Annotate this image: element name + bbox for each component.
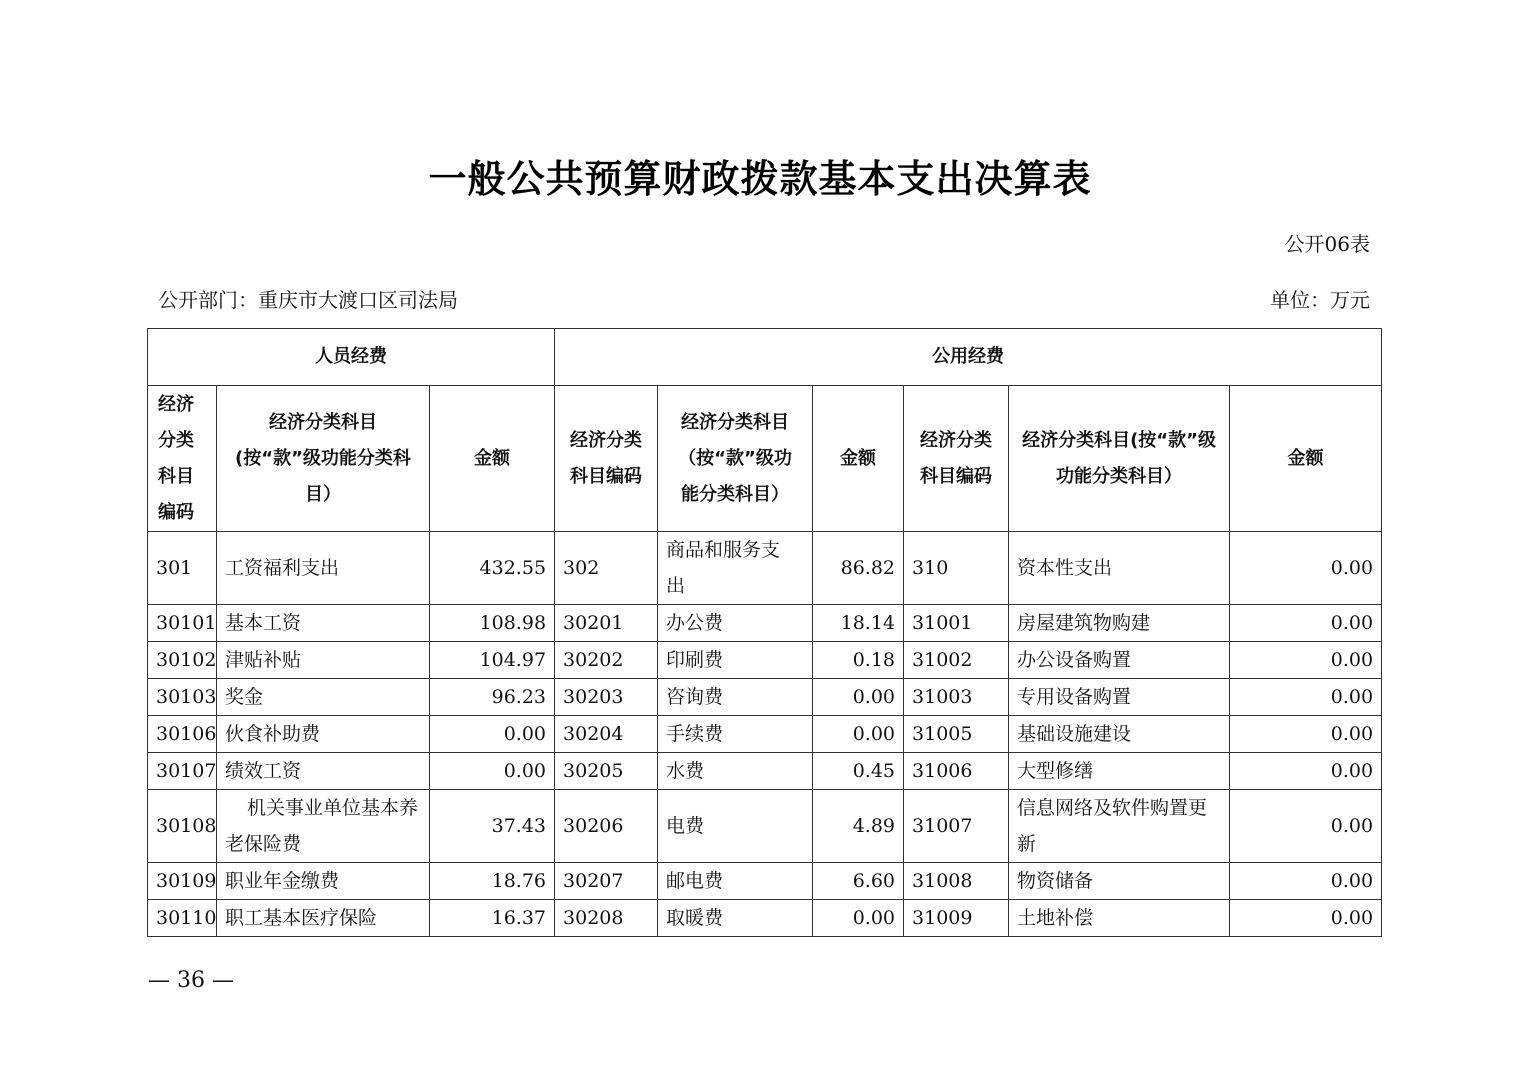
cell-code: 30202 [555, 642, 658, 679]
cell-name: 商品和服务支出 [658, 532, 813, 605]
cell-amount: 0.45 [813, 753, 904, 790]
cell-amount: 0.00 [813, 716, 904, 753]
cell-code: 30103 [148, 679, 217, 716]
cell-name: 基础设施建设 [1009, 716, 1230, 753]
cell-name: 资本性支出 [1009, 532, 1230, 605]
table-row [148, 863, 1382, 900]
cell-name: 信息网络及软件购置更新 [1009, 790, 1230, 863]
col-code-1: 经济分类科目编码 [148, 386, 217, 532]
cell-amount: 0.00 [430, 753, 555, 790]
col-amount-2: 金额 [813, 386, 904, 532]
cell-code: 30207 [555, 863, 658, 900]
cell-code: 31009 [904, 900, 1009, 937]
cell-name: 咨询费 [658, 679, 813, 716]
cell-amount: 0.00 [813, 900, 904, 937]
department-label: 公开部门：重庆市大渡口区司法局 [158, 288, 458, 312]
table-row [148, 532, 1382, 605]
cell-name: 专用设备购置 [1009, 679, 1230, 716]
cell-name: 房屋建筑物购建 [1009, 605, 1230, 642]
cell-amount: 0.00 [1230, 790, 1382, 863]
cell-code: 30101 [148, 605, 217, 642]
cell-name [217, 790, 430, 863]
col-name-3: 经济分类科目(按“款”级功能分类科目） [1009, 386, 1230, 532]
cell-code: 30203 [555, 679, 658, 716]
cell-name: 物资储备 [1009, 863, 1230, 900]
cell-code: 31001 [904, 605, 1009, 642]
cell-amount: 108.98 [430, 605, 555, 642]
cell-name: 取暖费 [658, 900, 813, 937]
cell-code: 30108 [148, 790, 217, 863]
cell-amount: 0.00 [1230, 753, 1382, 790]
cell-name: 绩效工资 [217, 753, 430, 790]
cell-amount: 0.00 [1230, 532, 1382, 605]
table-number: 公开06表 [1284, 232, 1370, 256]
cell-code: 30107 [148, 753, 217, 790]
cell-code: 31008 [904, 863, 1009, 900]
cell-name: 工资福利支出 [217, 532, 430, 605]
cell-name: 津贴补贴 [217, 642, 430, 679]
table-row [148, 790, 1382, 863]
public-group-header: 公用经费 [555, 329, 1382, 386]
cell-code: 31007 [904, 790, 1009, 863]
cell-amount: 6.60 [813, 863, 904, 900]
cell-code: 30110 [148, 900, 217, 937]
cell-name-text: 机关事业单位基本养老保险费 [225, 797, 419, 855]
cell-amount: 0.00 [430, 716, 555, 753]
cell-name: 邮电费 [658, 863, 813, 900]
cell-amount: 0.00 [1230, 716, 1382, 753]
cell-amount: 0.00 [1230, 863, 1382, 900]
page-number: — 36 — [148, 968, 234, 993]
cell-name: 基本工资 [217, 605, 430, 642]
cell-code: 30102 [148, 642, 217, 679]
cell-amount: 0.00 [1230, 642, 1382, 679]
cell-name: 手续费 [658, 716, 813, 753]
table-row [148, 753, 1382, 790]
cell-name: 伙食补助费 [217, 716, 430, 753]
col-code-2: 经济分类科目编码 [555, 386, 658, 532]
cell-code: 302 [555, 532, 658, 605]
document-title: 一般公共预算财政拨款基本支出决算表 [428, 157, 1092, 201]
cell-name: 电费 [658, 790, 813, 863]
cell-amount: 0.00 [1230, 605, 1382, 642]
cell-code: 30204 [555, 716, 658, 753]
cell-code: 30205 [555, 753, 658, 790]
cell-code: 30201 [555, 605, 658, 642]
col-amount-1: 金额 [430, 386, 555, 532]
cell-code: 31002 [904, 642, 1009, 679]
cell-name: 办公费 [658, 605, 813, 642]
cell-amount: 0.00 [1230, 900, 1382, 937]
cell-amount: 4.89 [813, 790, 904, 863]
cell-code: 310 [904, 532, 1009, 605]
cell-amount: 18.14 [813, 605, 904, 642]
cell-name: 土地补偿 [1009, 900, 1230, 937]
cell-code: 30206 [555, 790, 658, 863]
cell-amount: 96.23 [430, 679, 555, 716]
table-row [148, 679, 1382, 716]
cell-amount: 0.18 [813, 642, 904, 679]
cell-name: 水费 [658, 753, 813, 790]
cell-name: 大型修缮 [1009, 753, 1230, 790]
cell-code: 30109 [148, 863, 217, 900]
cell-amount: 104.97 [430, 642, 555, 679]
cell-amount: 86.82 [813, 532, 904, 605]
cell-amount: 0.00 [813, 679, 904, 716]
cell-name: 职业年金缴费 [217, 863, 430, 900]
cell-code: 31006 [904, 753, 1009, 790]
col-name-1: 经济分类科目(按“款”级功能分类科目） [217, 386, 430, 532]
table-row [148, 900, 1382, 937]
cell-code: 31005 [904, 716, 1009, 753]
unit-label: 单位：万元 [1270, 288, 1370, 312]
personnel-group-header: 人员经费 [148, 329, 555, 386]
cell-code: 30106 [148, 716, 217, 753]
cell-amount: 0.00 [1230, 679, 1382, 716]
col-name-2: 经济分类科目（按“款”级功能分类科目） [658, 386, 813, 532]
cell-amount: 37.43 [430, 790, 555, 863]
cell-name: 奖金 [217, 679, 430, 716]
cell-code: 301 [148, 532, 217, 605]
table-row [148, 716, 1382, 753]
col-amount-3: 金额 [1230, 386, 1382, 532]
col-code-3: 经济分类科目编码 [904, 386, 1009, 532]
cell-amount: 16.37 [430, 900, 555, 937]
cell-name: 印刷费 [658, 642, 813, 679]
cell-amount: 432.55 [430, 532, 555, 605]
expenditure-table [147, 328, 1382, 937]
table-row [148, 605, 1382, 642]
cell-amount: 18.76 [430, 863, 555, 900]
cell-code: 30208 [555, 900, 658, 937]
table-row [148, 642, 1382, 679]
cell-name: 办公设备购置 [1009, 642, 1230, 679]
cell-code: 31003 [904, 679, 1009, 716]
cell-name: 职工基本医疗保险 [217, 900, 430, 937]
